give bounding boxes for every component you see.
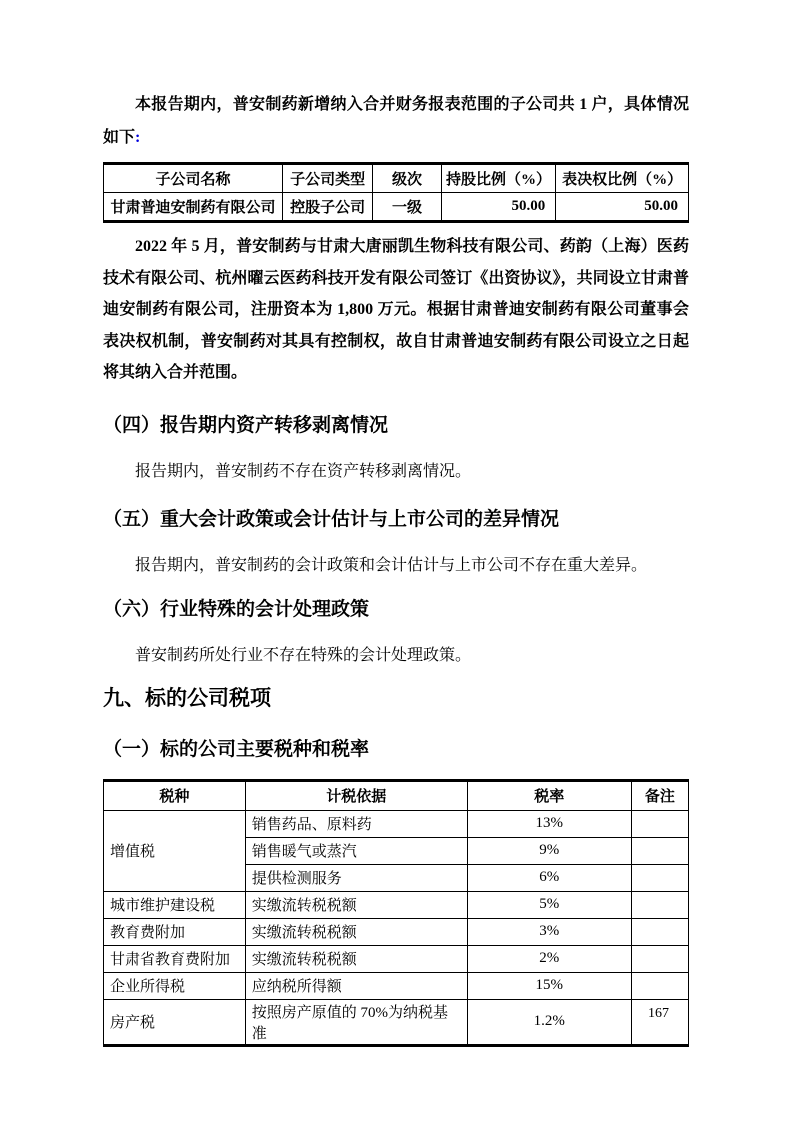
tax-table-header-row [104, 780, 689, 810]
cell-tax-type: 城市维护建设税 [104, 891, 246, 918]
tax-table-row [104, 918, 689, 945]
section-body-four: 报告期内，普安制药不存在资产转移剥离情况。 [135, 462, 472, 480]
cell-tax-rate: 13% [467, 810, 631, 837]
section-body-six: 普安制药所处行业不存在特殊的会计处理政策。 [135, 646, 472, 664]
header-cell-tax-note: 备注 [631, 780, 688, 810]
section-heading-five: （五）重大会计政策或会计估计与上市公司的差异情况 [103, 508, 560, 530]
page-number: 167 [648, 1006, 669, 1021]
cell-tax-rate: 2% [467, 945, 631, 972]
header-cell-tax-rate: 税率 [467, 780, 631, 810]
section-heading-nine: 九、标的公司税项 [103, 686, 271, 710]
section-heading-six: （六）行业特殊的会计处理政策 [103, 598, 370, 620]
cell-shareholding-ratio: 50.00 [441, 193, 556, 222]
section-heading-four: （四）报告期内资产转移剥离情况 [103, 414, 389, 436]
subsidiary-table [103, 162, 689, 223]
header-cell-subsidiary-type: 子公司类型 [282, 164, 372, 193]
cell-subsidiary-type: 控股子公司 [282, 193, 372, 222]
cell-tax-rate: 1.2% [467, 999, 631, 1045]
section-heading-nine-one: （一）标的公司主要税种和税率 [103, 738, 370, 760]
cell-tax-type: 房产税 [104, 999, 246, 1045]
cell-tax-note [631, 972, 688, 999]
cell-tax-rate: 6% [467, 864, 631, 891]
header-cell-tax-type: 税种 [104, 780, 246, 810]
cell-tax-note [631, 864, 688, 891]
cell-tax-rate: 3% [467, 918, 631, 945]
cell-tax-basis: 销售药品、原料药 [245, 810, 467, 837]
tax-table [103, 779, 689, 1047]
header-cell-subsidiary-name: 子公司名称 [104, 164, 283, 193]
tax-table-row [104, 945, 689, 972]
tax-table-row [104, 999, 689, 1045]
subsidiary-table-header-row [104, 164, 689, 193]
cell-tax-basis: 实缴流转税税额 [245, 945, 467, 972]
header-cell-level: 级次 [373, 164, 441, 193]
cell-tax-basis: 实缴流转税税额 [245, 891, 467, 918]
cell-tax-type: 增值税 [104, 810, 246, 891]
cell-tax-type: 教育费附加 [104, 918, 246, 945]
cell-tax-note [631, 891, 688, 918]
tax-table-row [104, 891, 689, 918]
cell-tax-basis: 提供检测服务 [245, 864, 467, 891]
cell-tax-basis: 应纳税所得额 [245, 972, 467, 999]
cell-tax-note [631, 810, 688, 837]
cell-subsidiary-name: 甘肃普迪安制药有限公司 [104, 193, 283, 222]
cell-tax-type: 甘肃省教育费附加 [104, 945, 246, 972]
cell-tax-type: 企业所得税 [104, 972, 246, 999]
page-content [103, 88, 689, 1047]
cell-tax-basis: 销售暖气或蒸汽 [245, 837, 467, 864]
header-cell-voting-ratio: 表决权比例（%） [556, 164, 689, 193]
cell-tax-note [631, 945, 688, 972]
header-cell-shareholding-ratio: 持股比例（%） [441, 164, 556, 193]
cell-tax-rate: 9% [467, 837, 631, 864]
cell-tax-note [631, 918, 688, 945]
cell-tax-note [631, 837, 688, 864]
cell-tax-basis: 按照房产原值的 70%为纳税基准 [245, 999, 467, 1045]
cell-level: 一级 [373, 193, 441, 222]
tax-table-row [104, 810, 689, 837]
cell-tax-rate: 15% [467, 972, 631, 999]
establishment-paragraph: 2022 年 5 月，普安制药与甘肃大唐丽凯生物科技有限公司、药韵（上海）医药技术有限公司、杭州曜云医药科技开发有限公司签订《出资协议》，共同设立甘肃普迪安制药有限公司，注册资本为 1,800 万元。根据甘肃普迪安制药有限公司董事会表决权机制，普安制药对其具有控制权，故自甘肃普迪安制药有限公司设立之日起将其纳入合并范围。 [103, 238, 689, 381]
intro-paragraph [103, 88, 689, 154]
cell-voting-ratio: 50.00 [556, 193, 689, 222]
header-cell-tax-basis: 计税依据 [245, 780, 467, 810]
cell-tax-rate: 5% [467, 891, 631, 918]
intro-paragraph-text: 本报告期内，普安制药新增纳入合并财务报表范围的子公司共 1 户，具体情况如下 [103, 96, 689, 146]
intro-colon: : [135, 129, 141, 146]
section-body-five: 报告期内，普安制药的会计政策和会计估计与上市公司不存在重大差异。 [135, 556, 648, 574]
cell-tax-basis: 实缴流转税税额 [245, 918, 467, 945]
subsidiary-table-data-row [104, 193, 689, 222]
tax-table-row [104, 972, 689, 999]
